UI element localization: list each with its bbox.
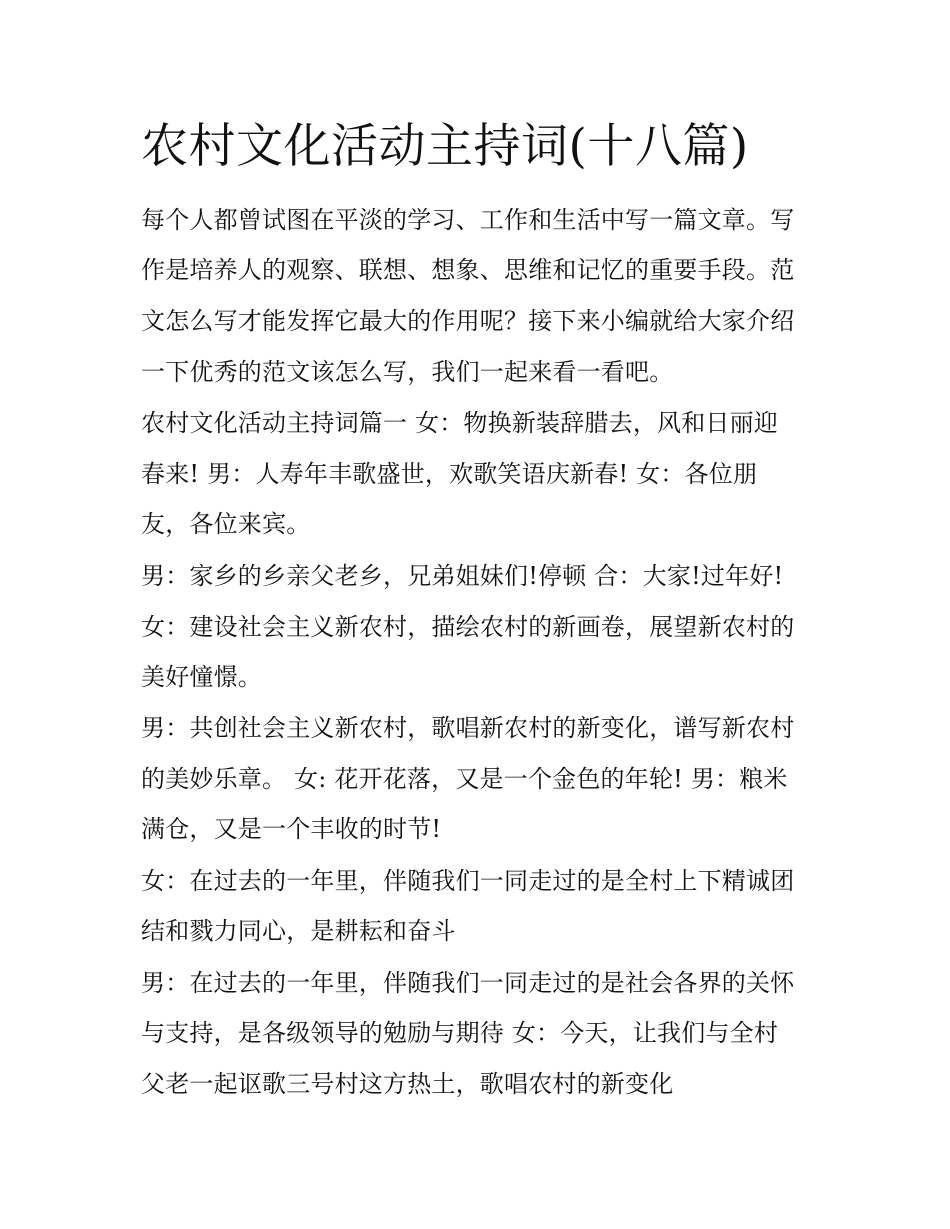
body-text-line: 友，各位来宾。 — [141, 510, 311, 538]
body-text-line: 一下优秀的范文该怎么写，我们一起来看一看吧。 — [141, 358, 674, 386]
body-text-line: 作是培养人的观察、联想、想象、思维和记忆的重要手段。范 — [141, 256, 795, 284]
body-text-line: 男：家乡的乡亲父老乡，兄弟姐妹们!停顿 合：大家!过年好! — [141, 562, 784, 590]
body-text-line: 美好憧憬。 — [141, 663, 262, 691]
body-text-line: 的美妙乐章。 女: 花开花落，又是一个金色的年轮! 男：粮米 — [141, 765, 788, 793]
page-title: 农村文化活动主持词(十八篇) — [141, 119, 749, 174]
body-text-line: 男：在过去的一年里，伴随我们一同走过的是社会各界的关怀 — [141, 969, 795, 997]
body-text-line: 结和戮力同心，是耕耘和奋斗 — [141, 917, 456, 945]
body-text-line: 女：建设社会主义新农村，描绘农村的新画卷，展望新农村的 — [141, 613, 795, 641]
body-text-line: 农村文化活动主持词篇一 女：物换新装辞腊去，风和日丽迎 — [141, 409, 779, 437]
body-text-line: 满仓，又是一个丰收的时节! — [141, 815, 442, 843]
body-text-line: 每个人都曾试图在平淡的学习、工作和生活中写一篇文章。写 — [141, 206, 795, 234]
body-text-line: 父老一起讴歌三号村这方热土，歌唱农村的新变化 — [141, 1070, 674, 1098]
body-text-line: 男：共创社会主义新农村，歌唱新农村的新变化，谱写新农村 — [141, 714, 795, 742]
body-text-line: 与支持，是各级领导的勉励与期待 女：今天，让我们与全村 — [141, 1019, 779, 1047]
body-text-line: 文怎么写才能发挥它最大的作用呢？接下来小编就给大家介绍 — [141, 307, 795, 335]
body-text-line: 春来! 男：人寿年丰歌盛世，欢歌笑语庆新春! 女：各位朋 — [141, 460, 758, 488]
body-text-line: 女：在过去的一年里，伴随我们一同走过的是全村上下精诚团 — [141, 867, 795, 895]
